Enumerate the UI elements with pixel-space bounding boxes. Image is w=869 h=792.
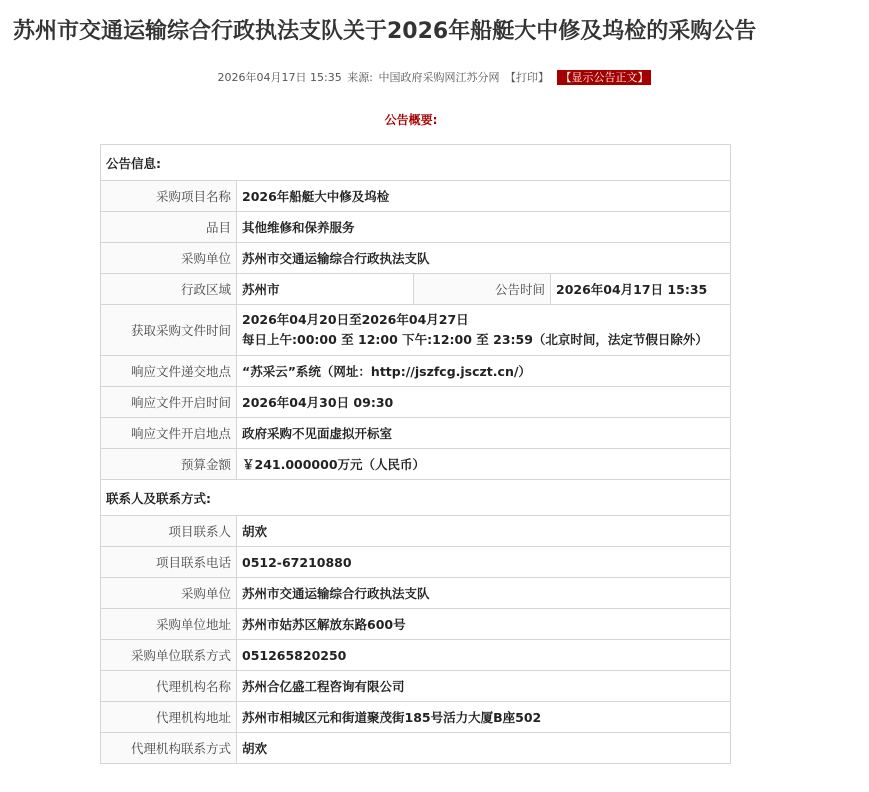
row-label: 采购单位地址	[101, 609, 237, 640]
row-value: 胡欢	[237, 733, 731, 764]
row-label: 品目	[101, 212, 237, 243]
row-label: 预算金额	[101, 449, 237, 480]
table-row	[101, 578, 731, 609]
obtain-date-range: 2026年04月20日至2026年04月27日	[242, 312, 469, 327]
table-row	[101, 547, 731, 578]
table-row	[101, 516, 731, 547]
table-row	[101, 640, 731, 671]
table-row	[101, 733, 731, 764]
row-label: 采购单位	[101, 243, 237, 274]
section-title-contact: 联系人及联系方式:	[101, 480, 731, 516]
row-value: 政府采购不见面虚拟开标室	[237, 418, 731, 449]
table-row	[101, 418, 731, 449]
source-name: 中国政府采购网江苏分网	[378, 71, 500, 84]
table-row	[101, 387, 731, 418]
table-row	[101, 212, 731, 243]
row-value: 2026年船艇大中修及坞检	[237, 181, 731, 212]
table-row	[101, 449, 731, 480]
row-value: 苏州合亿盛工程咨询有限公司	[237, 671, 731, 702]
row-label: 项目联系人	[101, 516, 237, 547]
row-value: 苏州市	[237, 274, 414, 305]
table-row	[101, 702, 731, 733]
row-label: 采购项目名称	[101, 181, 237, 212]
row-value: 苏州市相城区元和街道聚茂街185号活力大厦B座502	[237, 702, 731, 733]
table-row	[101, 356, 731, 387]
page-title: 苏州市交通运输综合行政执法支队关于2026年船艇大中修及坞检的采购公告	[13, 19, 757, 44]
row-label: 代理机构地址	[101, 702, 237, 733]
table-row	[101, 243, 731, 274]
table-row	[101, 305, 731, 356]
section-row	[101, 145, 731, 181]
row-label: 行政区域	[101, 274, 237, 305]
show-notice-button[interactable]: 【显示公告正文】	[557, 70, 651, 85]
section-title-info: 公告信息:	[101, 145, 731, 181]
table-row	[101, 181, 731, 212]
row-value: 苏州市交通运输综合行政执法支队	[237, 243, 731, 274]
row-label: 代理机构名称	[101, 671, 237, 702]
summary-heading: 公告概要:	[384, 113, 438, 127]
row-label: 采购单位联系方式	[101, 640, 237, 671]
source-label: 来源:	[347, 71, 373, 84]
row-value: 胡欢	[237, 516, 731, 547]
table-row	[101, 609, 731, 640]
table-row	[101, 671, 731, 702]
obtain-daily-hours: 每日上午:00:00 至 12:00 下午:12:00 至 23:59（北京时间，法定节假日除外）	[242, 332, 708, 347]
row-value: 051265820250	[237, 640, 731, 671]
row-value: ￥241.000000万元（人民币）	[237, 449, 731, 480]
row-label: 获取采购文件时间	[101, 305, 237, 356]
row-label: 公告时间	[414, 274, 551, 305]
row-value: 2026年04月30日 09:30	[237, 387, 731, 418]
row-value	[237, 305, 731, 356]
row-value: 0512-67210880	[237, 547, 731, 578]
row-label: 响应文件开启地点	[101, 418, 237, 449]
row-label: 代理机构联系方式	[101, 733, 237, 764]
notice-info-table	[100, 144, 731, 764]
row-value: 2026年04月17日 15:35	[551, 274, 731, 305]
section-row	[101, 480, 731, 516]
row-value: “苏采云”系统（网址：http://jszfcg.jsczt.cn/）	[237, 356, 731, 387]
row-value: 苏州市姑苏区解放东路600号	[237, 609, 731, 640]
row-value: 苏州市交通运输综合行政执法支队	[237, 578, 731, 609]
row-value: 其他维修和保养服务	[237, 212, 731, 243]
row-label: 项目联系电话	[101, 547, 237, 578]
print-link[interactable]: 【打印】	[504, 71, 549, 84]
row-label: 采购单位	[101, 578, 237, 609]
meta-line	[0, 69, 869, 85]
row-label: 响应文件递交地点	[101, 356, 237, 387]
publish-datetime: 2026年04月17日 15:35	[217, 71, 342, 84]
row-label: 响应文件开启时间	[101, 387, 237, 418]
table-row	[101, 274, 731, 305]
